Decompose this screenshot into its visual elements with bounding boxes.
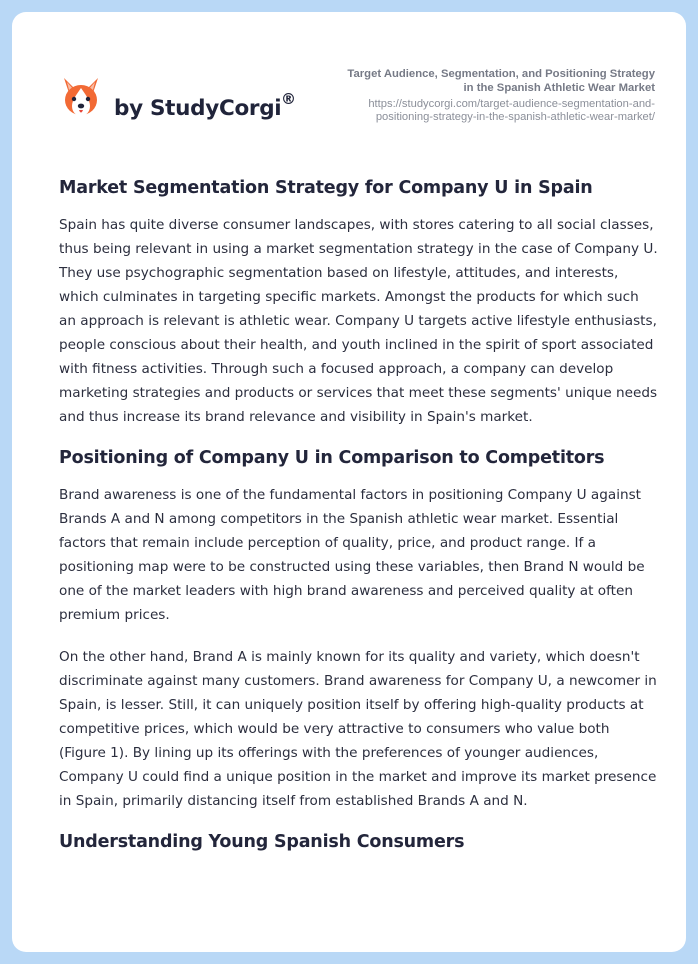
document-card <box>12 12 686 952</box>
document-title-line-1: Target Audience, Segmentation, and Positioning Strategy <box>347 68 655 80</box>
section-heading-young-consumers: Understanding Young Spanish Consumers <box>59 832 465 852</box>
document-title-line-2: in the Spanish Athletic Wear Market <box>463 82 655 94</box>
brand-name: by StudyCorgi <box>114 96 282 121</box>
registered-mark: ® <box>281 90 296 108</box>
section-heading-segmentation: Market Segmentation Strategy for Company U in Spain <box>59 178 593 198</box>
document-url-line-2[interactable]: positioning-strategy-in-the-spanish-athletic-wear-market/ <box>375 111 655 123</box>
document-url-line-1[interactable]: https://studycorgi.com/target-audience-segmentation-and- <box>368 98 655 110</box>
paragraph-positioning-2: On the other hand, Brand A is mainly known for its quality and variety, which doesn't discriminate against many customers. Brand awareness for Company U, a newcomer in Spain, is lesser. Still, it can uniquely position itself by offering high-quality products at competitive prices, which would be very attractive to consumers who value both (Figure 1). By lining up its offerings with the preferences of younger audiences, Company U could find a unique position in the market and improve its market presence in Spain, primarily distancing itself from established Brands A and N. <box>59 649 657 809</box>
studycorgi-logo[interactable] <box>60 76 296 122</box>
corgi-icon <box>60 76 102 122</box>
paragraph-positioning-1: Brand awareness is one of the fundamental factors in positioning Company U against Brands A and N among competitors in the Spanish athletic wear market. Essential factors that remain include perception of quality, price, and product range. If a positioning map were to be constructed using these variables, then Brand N would be one of the market leaders with high brand awareness and perceived quality at often premium prices. <box>59 487 645 623</box>
document-url[interactable] <box>295 98 655 124</box>
document-content <box>59 176 659 854</box>
section-heading-positioning: Positioning of Company U in Comparison to Competitors <box>59 448 605 468</box>
paragraph-segmentation: Spain has quite diverse consumer landscapes, with stores catering to all social classes, thus being relevant in using a market segmentation strategy in the case of Company U. They use psychographic segmentation based on lifestyle, attitudes, and interests, which culminates in targeting specific markets. Amongst the products for which such an approach is relevant is athletic wear. Company U targets active lifestyle enthusiasts, people conscious about their health, and youth inclined in the spirit of sport associated with fitness activities. Through such a focused approach, a company can develop marketing strategies and products or services that meet these segments' unique needs and thus increase its brand relevance and visibility in Spain's market. <box>59 217 658 425</box>
document-info <box>295 67 655 124</box>
document-title <box>295 67 655 95</box>
